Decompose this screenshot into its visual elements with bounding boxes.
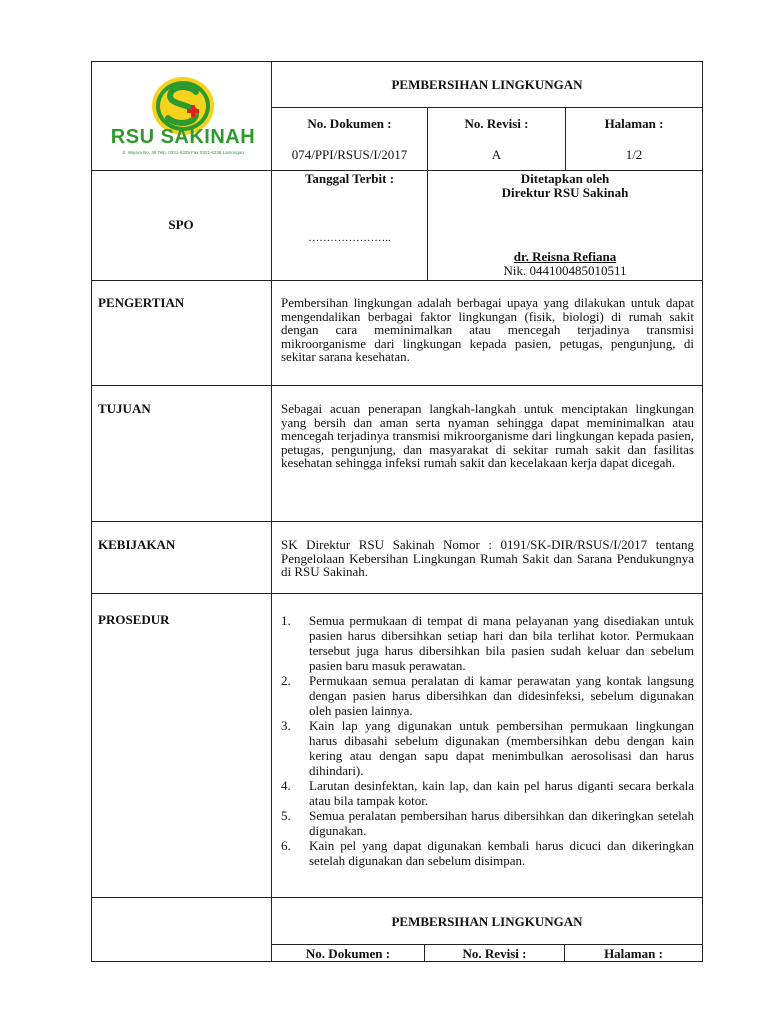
issue-date-label: Tanggal Terbit : <box>304 171 395 186</box>
logo-name: RSU SAKINAH <box>110 126 256 148</box>
doc-no-value: 074/PPI/RSUS/I/2017 <box>291 147 408 162</box>
tujuan-label: TUJUAN <box>98 401 151 416</box>
pengertian-label: PENGERTIAN <box>98 295 185 310</box>
revision-label: No. Revisi : <box>464 116 529 131</box>
pengertian-text: Pembersihan lingkungan adalah berbagai upaya yang dilakukan untuk dapat mengendalikan berbagai faktor lingkungan (fisik, biologi) di rumah sakit dengan cara meminimalkan atau mencegah terjadinya transmisi mikroorganisme dari lingkungan kepada pasien, petugas, pengunjung, di sekitar sarana kesehatan. <box>281 295 694 364</box>
spo-label: SPO <box>168 217 194 232</box>
table-line <box>91 593 703 594</box>
list-item: 5. Semua peralatan pembersihan harus dibersihkan dan dikeringkan setelah digunakan. <box>281 808 694 838</box>
approved-by-line1: Ditetapkan oleh <box>520 171 610 186</box>
list-item: 1. Semua permukaan di tempat di mana pelayanan yang disediakan untuk pasien harus dibersihkan setiap hari dan bila terlihat kotor. Permukaan tersebut juga harus dibersihkan bila pasien sudah keluar dan sebelum pasien baru masuk perawatan. <box>281 613 694 673</box>
table-border-left <box>91 61 92 962</box>
list-item: 4. Larutan desinfektan, kain lap, dan kain pel harus diganti secara berkala atau bila tampak kotor. <box>281 778 694 808</box>
table-border-bottom <box>91 961 703 962</box>
table-line <box>91 280 703 281</box>
table-line <box>91 521 703 522</box>
table-line <box>91 170 703 171</box>
list-item: 3. Kain lap yang digunakan untuk pembersihan permukaan lingkungan harus dibasahi sebelum digunakan (membersihkan debu dengan kain kering atau dengan sapu dapat menimbulkan aerosolisasi dan harus dihindari). <box>281 718 694 778</box>
table-line <box>91 385 703 386</box>
table-line <box>272 944 703 945</box>
director-nik: Nik. 044100485010511 <box>503 263 627 278</box>
footer-page-label: Halaman : <box>604 946 663 961</box>
footer-document-title: PEMBERSIHAN LINGKUNGAN <box>391 914 583 929</box>
table-border-top <box>91 61 703 62</box>
footer-doc-no-label: No. Dokumen : <box>305 946 391 961</box>
kebijakan-text: SK Direktur RSU Sakinah Nomor : 0191/SK-DIR/RSUS/I/2017 tentang Pengelolaan Kebersihan Lingkungan Rumah Sakit dan Sarana Pendukungnya di RSU Sakinah. <box>281 537 694 579</box>
kebijakan-label: KEBIJAKAN <box>98 537 176 552</box>
document-title: PEMBERSIHAN LINGKUNGAN <box>391 77 583 92</box>
prosedur-label: PROSEDUR <box>98 612 170 627</box>
footer-revision-label: No. Revisi : <box>462 946 527 961</box>
table-line <box>91 897 703 898</box>
table-line <box>272 107 703 108</box>
doc-no-label: No. Dokumen : <box>307 116 392 131</box>
revision-value: A <box>491 147 502 162</box>
approved-by-line2: Direktur RSU Sakinah <box>501 185 629 200</box>
prosedur-list <box>281 613 694 868</box>
hospital-logo <box>108 76 258 166</box>
list-item: 2. Permukaan semua peralatan di kamar perawatan yang kontak langsung dengan pasien harus dibersihkan dan didesinfeksi, sebelum digunakan oleh pasien lainnya. <box>281 673 694 718</box>
page-value: 1/2 <box>625 147 643 162</box>
director-name: dr. Reisna Refiana <box>513 249 617 264</box>
page-label: Halaman : <box>604 116 664 131</box>
tujuan-text: Sebagai acuan penerapan langkah-langkah untuk menciptakan lingkungan yang bersih dan aman serta nyaman sehingga dapat meminimalkan atau mencegah terjadinya transmisi mikroorganisme dari lingkungan kepada pasien, petugas, pengunjung, dan masyarakat di sekitar rumah sakit dan fasilitas kesehatan sehingga infeksi rumah sakit dan kecelakaan kerja dapat dicegah. <box>281 401 694 470</box>
table-col-divider <box>271 61 272 901</box>
issue-date-value: ………………….. <box>308 232 391 244</box>
list-item: 6. Kain pel yang dapat digunakan kembali harus dicuci dan dikeringkan setelah digunakan dan sebelum disimpan. <box>281 838 694 868</box>
logo-address: Jl. Wiyara No. 38 Telp. 0321-6325 Fax 0321-6238 Lamongan <box>122 150 244 155</box>
table-border-right <box>702 61 703 962</box>
